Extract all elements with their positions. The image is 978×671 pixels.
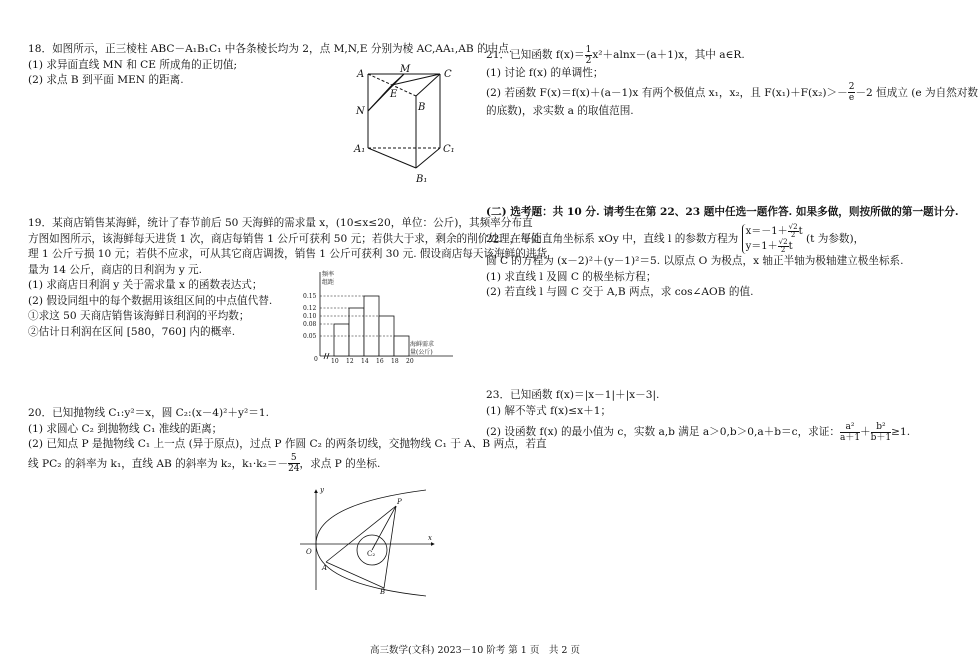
- histogram-x-tick: 18: [391, 358, 399, 365]
- question-23: [486, 388, 910, 445]
- histogram-bar: [334, 324, 349, 356]
- fraction-1-2: $\frac{1}{2}$: [585, 44, 592, 66]
- hist-xlabel-bottom: 量(公斤): [410, 349, 433, 356]
- q18-part2: (2) 求点 B 到平面 MEN 的距离.: [28, 74, 184, 86]
- label-y: y: [320, 486, 324, 494]
- label-A1: A₁: [354, 144, 366, 155]
- q18-part1: (1) 求异面直线 MN 和 CE 所成角的正切值;: [28, 58, 238, 71]
- equation-system: x＝－1＋ $\frac{√2}{2}$ t y＝1＋ $\frac{√2}{2}$ t: [742, 224, 803, 254]
- q20-part2: (2) 已知点 P 是抛物线 C₁ 上一点 (异于原点)，过点 P 作圆 C₂ 的两条切线，交抛物线 C₁ 于 A、B 两点，若直: [28, 438, 547, 450]
- label-P: P: [397, 498, 402, 506]
- label-B: B: [418, 102, 426, 113]
- histogram-y-tick: 0.10: [303, 313, 317, 320]
- q23-part2: (2) 设函数 f(x) 的最小值为 c，实数 a,b 满足 a＞0,b＞0,a＋b＝c，求证： $\frac{\text{a²}}{a+1}$ ＋ $\frac{\text{b²}}{b+1}$ ≥1.: [486, 421, 911, 443]
- parabola-figure: [296, 484, 446, 594]
- q19-part2-i: ①求这 50 天商店销售该海鲜日利润的平均数；: [28, 310, 250, 322]
- label-B: B: [380, 588, 386, 596]
- q23-part1: (1) 解不等式 f(x)≤x＋1；: [486, 404, 612, 417]
- q19-part2-ii: ②估计日利润在区间 [580，760] 内的概率.: [28, 325, 236, 338]
- label-B1: B₁: [416, 174, 428, 185]
- label-M: M: [400, 64, 411, 75]
- q19-line2: 方图如图所示，该海鲜每天进货 1 次，商店每销售 1 公斤可获利 50 元；若供大于求，剩余的削价处理，每处: [28, 232, 542, 245]
- q22-part1: (1) 求直线 l 及圆 C 的极坐标方程；: [486, 270, 657, 283]
- q21-part2: (2) 若函数 F(x)＝f(x)＋(a－1)x 有两个极值点 x₁，x₂，且 F(x₁)＋F(x₂)＞－ $\frac{2}{e}$ －2 恒成立 (e 为自然对数: [486, 82, 978, 103]
- q20-stem: 20．已知抛物线 C₁:y²＝x，圆 C₂:(x－4)²＋y²＝1.: [28, 407, 269, 419]
- prism-figure: [350, 64, 460, 190]
- histogram-x-tick: 16: [376, 358, 384, 365]
- histogram-bar: [349, 308, 364, 356]
- q19-part1: (1) 求商店日利润 y 关于需求量 x 的函数表达式；: [28, 279, 263, 291]
- q19-part2: (2) 假设同组中的每个数据用该组区间的中点值代替.: [28, 294, 273, 307]
- label-x: x: [428, 534, 432, 542]
- q19-line1: 19．某商店销售某海鲜，统计了春节前后 50 天海鲜的需求量 x，(10≤x≤20，单位：公斤)，其频率分布直: [28, 217, 533, 229]
- q18-stem: 18．如图所示，正三棱柱 ABC－A₁B₁C₁ 中各条棱长均为 2，点 M,N,E 分别为棱 AC,AA₁,AB 的中点.: [28, 43, 513, 55]
- hist-ylabel-top: 频率: [322, 271, 335, 278]
- label-O: O: [306, 548, 312, 556]
- q21-stem: 21．已知函数 f(x)＝ $\frac{1}{2}$ x²＋alnx－(a＋1)x，其中 a∈R.: [486, 44, 745, 66]
- label-C: C: [444, 69, 452, 80]
- label-E: E: [390, 89, 398, 100]
- q20-part2-cont: 线 PC₂ 的斜率为 k₁，直线 AB 的斜率为 k₂，k₁·k₂＝－ $\frac{5}{24}$ ，求点 P 的坐标.: [28, 453, 381, 474]
- question-22: [486, 224, 904, 301]
- hist-origin: 0: [314, 356, 318, 363]
- histogram-figure: [298, 268, 458, 368]
- fraction-a: $\frac{\text{a²}}{a+1}$: [839, 421, 861, 443]
- histogram-bar: [364, 296, 379, 356]
- page-footer: 高三数学(文科) 2023－10 阶考 第 1 页 共 2 页: [370, 645, 580, 656]
- label-C2: C₂: [367, 550, 376, 558]
- q19-line4: 量为 14 公斤，商店的日利润为 y 元.: [28, 263, 203, 276]
- q22-stem: 22．在平面直角坐标系 xOy 中，直线 l 的参数方程为 x＝－1＋ $\frac{√2}{2}$ t y＝1＋ $\frac{√2}{2}$ t (t 为参数)，: [486, 223, 865, 254]
- histogram-bar: [394, 336, 409, 356]
- label-C1: C₁: [443, 144, 455, 155]
- histogram-y-tick: 0.08: [303, 321, 317, 328]
- hist-ylabel-bottom: 组距: [322, 279, 335, 286]
- label-A: A: [322, 564, 328, 572]
- section-2-header: (二) 选考题：共 10 分. 请考生在第 22、23 题中任选一题作答. 如果多做，则按所做的第一题计分.: [486, 206, 959, 218]
- label-N: N: [356, 106, 365, 117]
- histogram-x-tick: 14: [361, 358, 369, 365]
- q21-part1: (1) 讨论 f(x) 的单调性；: [486, 67, 604, 79]
- histogram-x-tick: 12: [346, 358, 354, 365]
- hist-xlabel-top: 海鲜需求: [410, 341, 435, 348]
- histogram-y-tick: 0.05: [303, 333, 317, 340]
- fraction-2-e: $\frac{2}{e}$: [848, 82, 855, 103]
- histogram-y-tick: 0.12: [303, 305, 317, 312]
- q23-stem: 23．已知函数 f(x)＝|x－1|＋|x－3|.: [486, 389, 660, 401]
- fraction-b: $\frac{\text{b²}}{b+1}$: [870, 421, 892, 443]
- question-19: [28, 216, 547, 340]
- q20-part1: (1) 求圆心 C₂ 到抛物线 C₁ 准线的距离；: [28, 422, 223, 435]
- q22-part2: (2) 若直线 l 与圆 C 交于 A,B 两点，求 cos∠AOB 的值.: [486, 286, 754, 298]
- q19-line3: 理 1 公斤亏损 10 元；若供不应求，可从其它商店调拨，销售 1 公斤可获利 30 元. 假设商店每天该海鲜的进货: [28, 248, 548, 260]
- label-A: A: [357, 69, 365, 80]
- histogram-x-tick: 10: [331, 358, 339, 365]
- q21-part2-cont: 的底数)，求实数 a 的取值范围.: [486, 104, 634, 117]
- fraction-5-24: $\frac{5}{24}$: [288, 453, 300, 474]
- q22-line2: 圆 C 的方程为 (x－2)²＋(y－1)²＝5. 以原点 O 为极点，x 轴正半轴为极轴建立极坐标系.: [486, 255, 904, 267]
- histogram-y-tick: 0.15: [303, 293, 317, 300]
- question-21: [486, 44, 978, 119]
- question-20: [28, 406, 547, 475]
- histogram-x-tick: 20: [406, 358, 414, 365]
